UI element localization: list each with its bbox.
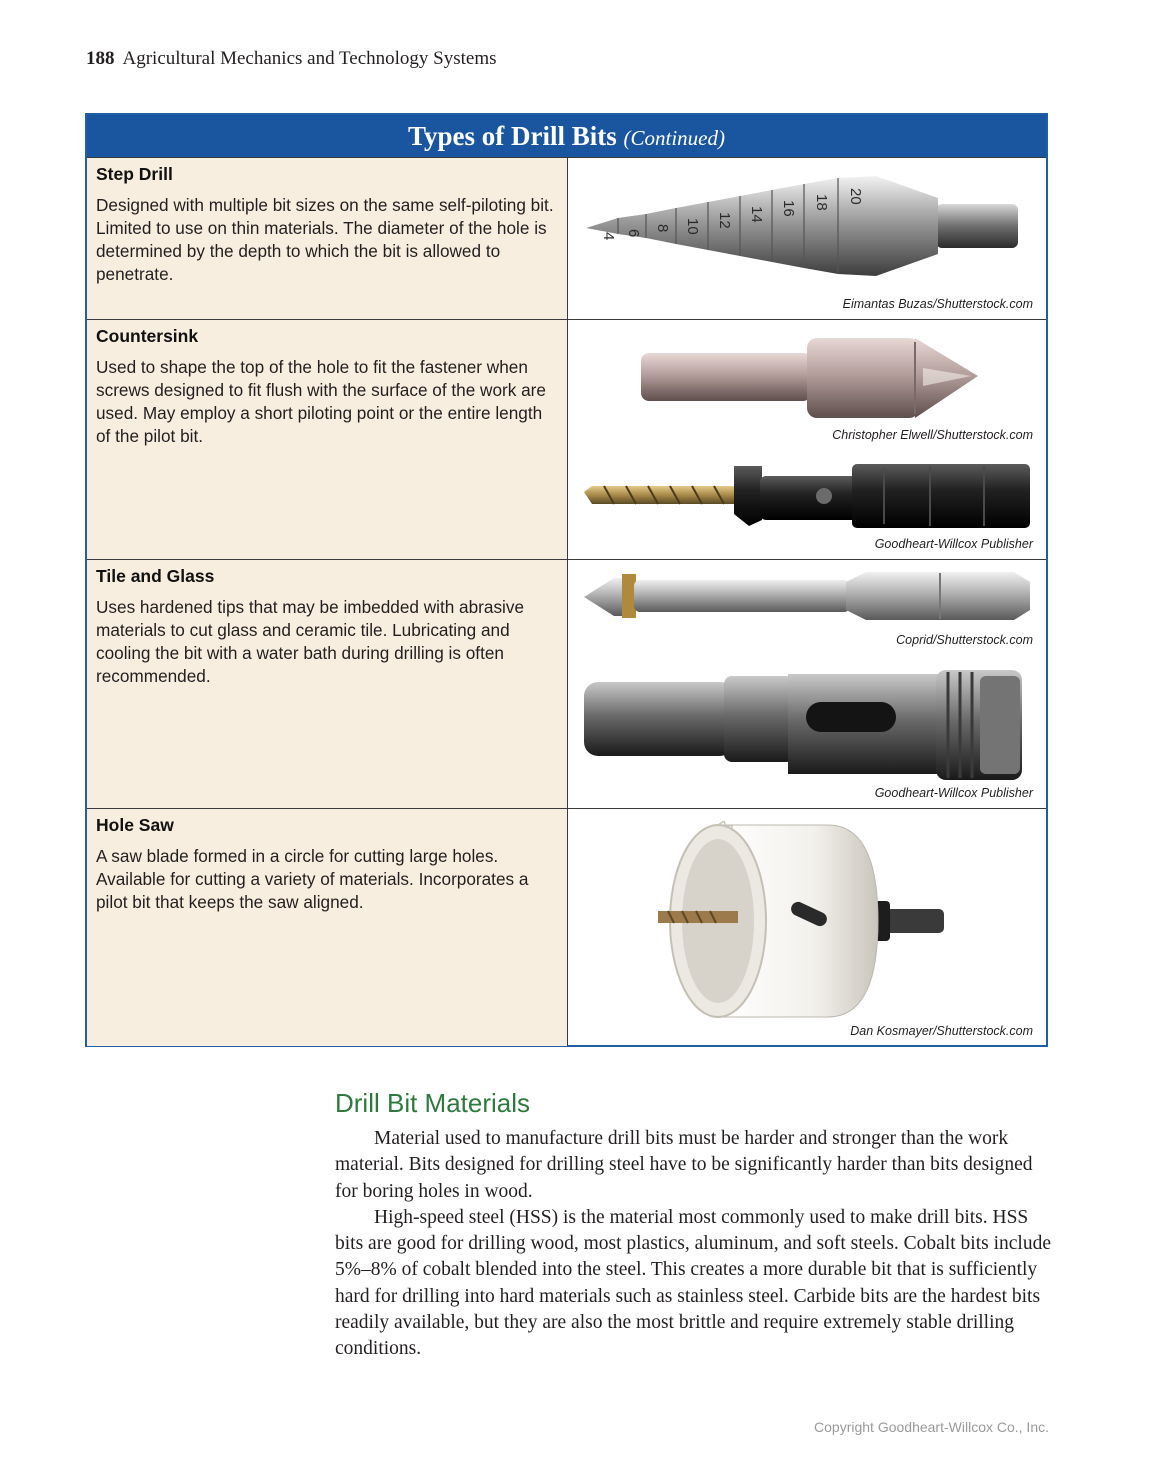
image-credit: Christopher Elwell/Shutterstock.com xyxy=(832,428,1033,442)
table-title xyxy=(87,115,1046,157)
step-label: 6 xyxy=(625,229,642,238)
row-title: Tile and Glass xyxy=(96,566,215,586)
step-label: 16 xyxy=(780,200,797,217)
step-label: 12 xyxy=(716,212,733,229)
row-description: Uses hardened tips that may be imbedded with abrasive materials to cut glass and ceramic tile. Lubricating and cooling the bit with a water bath during drilling is often recommended. xyxy=(96,597,525,686)
step-label: 14 xyxy=(748,206,765,223)
image-credit: Eimantas Buzas/Shutterstock.com xyxy=(842,297,1033,311)
table-row-image-cell xyxy=(568,158,1046,319)
row-title: Step Drill xyxy=(96,164,173,184)
row-description: Used to shape the top of the hole to fit the fastener when screws designed to fit flush with the surface of the work are used. May employ a short piloting point or the entire length of the pilot bit. xyxy=(96,357,546,446)
table-row-image-cell xyxy=(568,560,1046,808)
table-row-text-cell xyxy=(87,560,568,808)
image-credit: Goodheart-Willcox Publisher xyxy=(874,786,1033,800)
table-row-text-cell xyxy=(87,158,568,319)
table-row-image-cell xyxy=(568,320,1046,559)
table-row-countersink xyxy=(87,319,1046,559)
body-paragraph: High-speed steel (HSS) is the material most commonly used to make drill bits. HSS bits are good for drilling wood, most plastics, aluminum, and soft steels. Cobalt bits include 5%–8% of cobalt blended into the steel. This creates a more durable bit that is sufficiently hard for drilling into hard materials such as stainless steel. Carbide bits are the hardest bits readily available, but they are also the most brittle and require extremely stable drilling conditions. xyxy=(335,1206,1051,1360)
running-head xyxy=(86,48,497,70)
image-credit: Coprid/Shutterstock.com xyxy=(896,633,1033,647)
tile-glass-bit-icon xyxy=(584,570,1034,622)
table-row-text-cell xyxy=(87,809,568,1046)
table-title-text: Types of Drill Bits xyxy=(408,121,617,151)
hole-saw-icon xyxy=(658,821,968,1021)
step-label: 4 xyxy=(600,232,617,241)
table-row-hole-saw xyxy=(87,808,1046,1046)
copyright-footer: Copyright Goodheart-Willcox Co., Inc. xyxy=(814,1419,1049,1435)
section-body xyxy=(335,1126,1055,1363)
image-credit: Dan Kosmayer/Shutterstock.com xyxy=(850,1024,1033,1038)
countersink-pilot-bit-icon xyxy=(584,460,1034,534)
drill-bits-table xyxy=(85,113,1048,1047)
table-row-text-cell xyxy=(87,320,568,559)
row-description: Designed with multiple bit sizes on the same self-piloting bit. Limited to use on thin materials. The diameter of the hole is determined by the depth to which the bit is allowed to penetrate. xyxy=(96,195,554,284)
step-label: 20 xyxy=(847,188,864,205)
section-heading: Drill Bit Materials xyxy=(335,1088,531,1118)
image-credit: Goodheart-Willcox Publisher xyxy=(874,537,1033,551)
countersink-bit-icon xyxy=(623,328,983,428)
row-title: Countersink xyxy=(96,326,199,346)
table-row-tile-and-glass xyxy=(87,559,1046,808)
table-row-step-drill xyxy=(87,157,1046,319)
table-title-suffix: (Continued) xyxy=(623,126,725,150)
step-label: 18 xyxy=(813,194,830,211)
row-description: A saw blade formed in a circle for cutting large holes. Available for cutting a variety of materials. Incorporates a pilot bit that keeps the saw aligned. xyxy=(96,846,529,912)
page-number: 188 xyxy=(86,48,115,69)
table-row-image-cell xyxy=(568,809,1046,1046)
step-label: 10 xyxy=(684,218,701,235)
body-paragraph: Material used to manufacture drill bits must be harder and stronger than the work material. Bits designed for drilling steel have to be significantly harder than bits designed for boring holes in wood. xyxy=(335,1128,1033,1202)
book-title: Agricultural Mechanics and Technology Systems xyxy=(122,48,497,69)
diamond-core-bit-icon xyxy=(584,668,1034,784)
row-title: Hole Saw xyxy=(96,815,174,835)
step-drill-bit-icon xyxy=(586,174,1036,279)
step-label: 8 xyxy=(654,224,671,233)
